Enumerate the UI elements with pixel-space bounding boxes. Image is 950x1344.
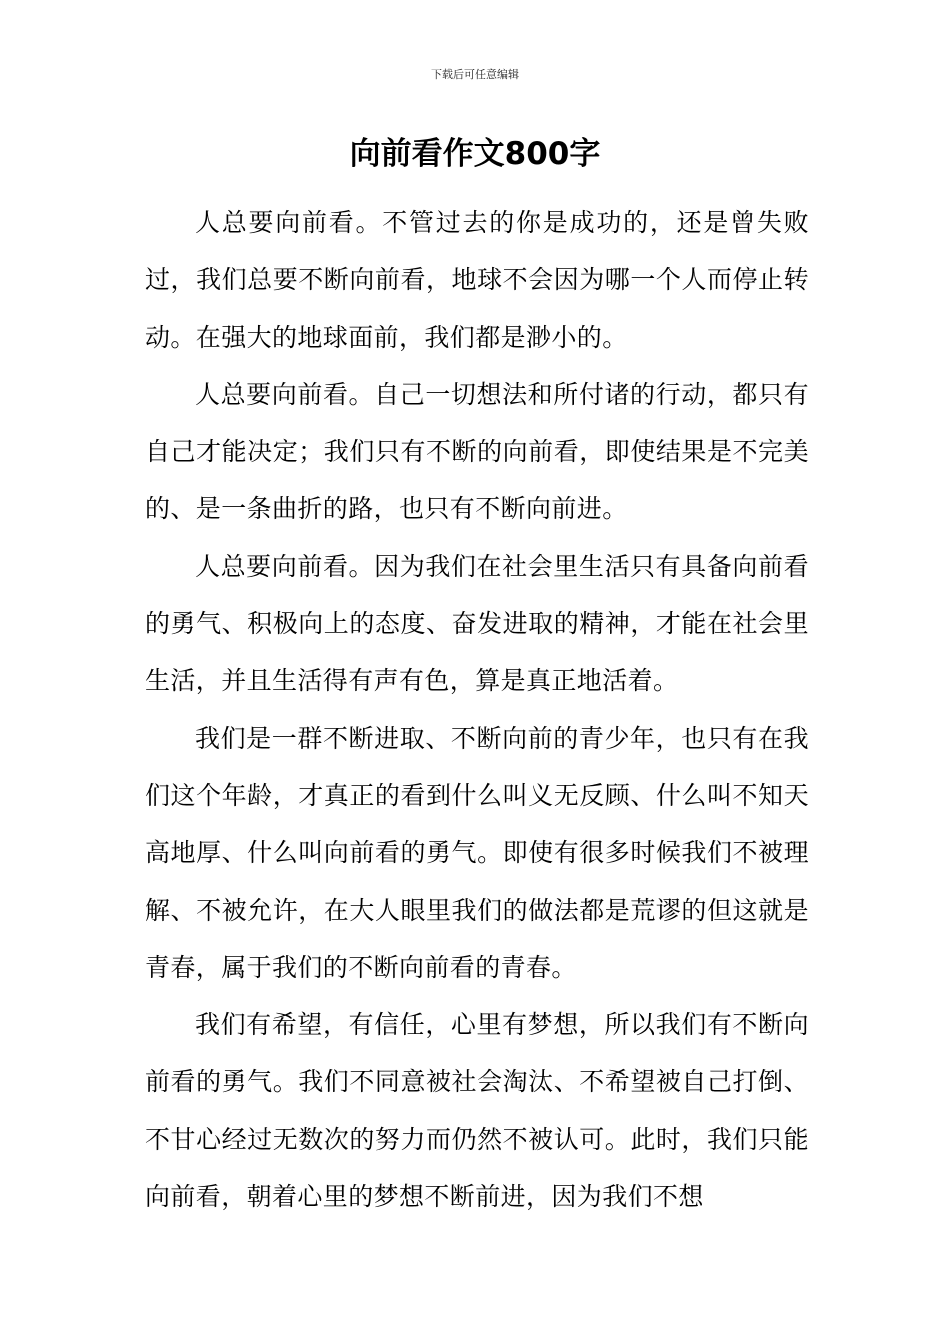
document-body bbox=[145, 194, 809, 1225]
document-title: 向前看作文800字 bbox=[349, 136, 601, 172]
paragraph-5: 我们有希望，有信任，心里有梦想，所以我们有不断向前看的勇气。我们不同意被社会淘汰、不希望被自己打倒、不甘心经过无数次的努力而仍然不被认可。此时，我们只能向前看，朝着心里的梦想不断前进，因为我们不想 bbox=[145, 1010, 809, 1212]
header-note: 下载后可任意编辑 bbox=[431, 68, 519, 81]
paragraph-4: 我们是一群不断进取、不断向前的青少年，也只有在我们这个年龄，才真正的看到什么叫义无反顾、什么叫不知天高地厚、什么叫向前看的勇气。即使有很多时候我们不被理解、不被允许，在大人眼里我们的做法都是荒谬的但这就是青春，属于我们的不断向前看的青春。 bbox=[145, 723, 809, 982]
paragraph-2: 人总要向前看。自己一切想法和所付诸的行动，都只有自己才能决定；我们只有不断的向前看，即使结果是不完美的、是一条曲折的路，也只有不断向前进。 bbox=[145, 379, 809, 524]
paragraph-3: 人总要向前看。因为我们在社会里生活只有具备向前看的勇气、积极向上的态度、奋发进取的精神，才能在社会里生活，并且生活得有声有色，算是真正地活着。 bbox=[145, 551, 809, 696]
paragraph-1: 人总要向前看。不管过去的你是成功的，还是曾失败过，我们总要不断向前看，地球不会因为哪一个人而停止转动。在强大的地球面前，我们都是渺小的。 bbox=[145, 208, 809, 352]
